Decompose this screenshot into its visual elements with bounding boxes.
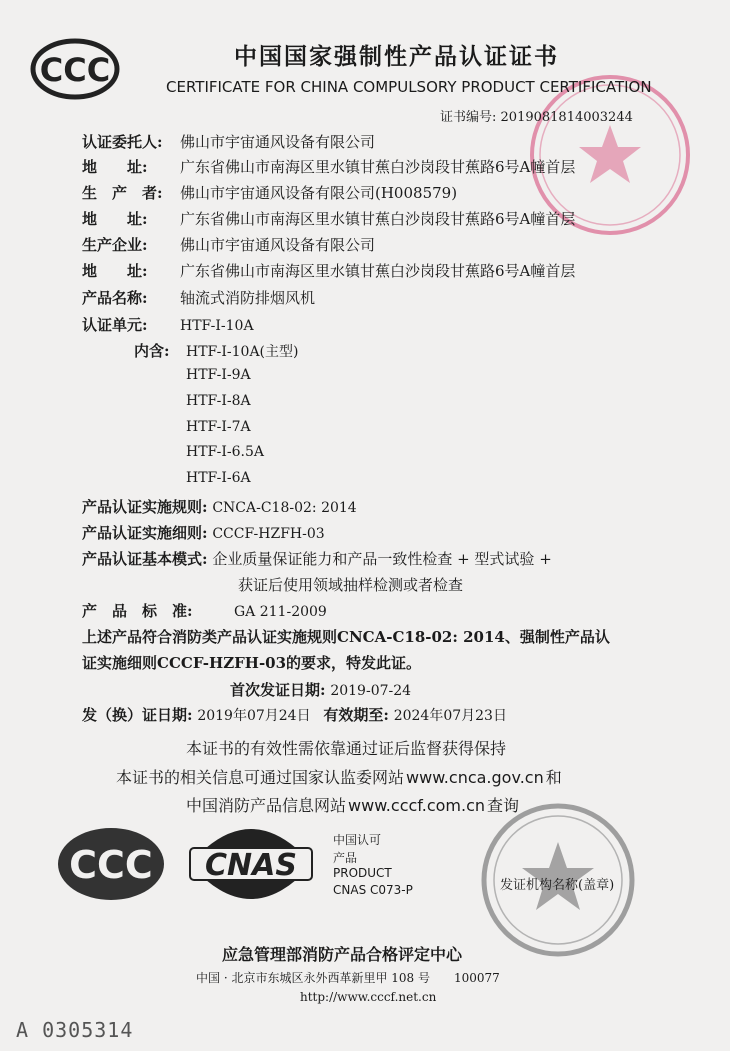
issue-date: 2019年07月24日 <box>197 708 311 724</box>
model-item: HTF-I-7A <box>186 419 251 435</box>
product-name-label: 产品名称: <box>82 289 148 307</box>
applicant-row <box>82 131 375 152</box>
query-note-line2 <box>186 793 519 816</box>
unit-value: HTF-I-10A <box>180 318 254 334</box>
valid-until-date: 2024年07月23日 <box>393 708 507 724</box>
mode-row <box>82 548 552 569</box>
first-issue-date: 2019-07-24 <box>330 683 412 699</box>
footer-website[interactable]: http://www.cccf.net.cn <box>300 990 437 1004</box>
cnas-logo <box>188 818 314 910</box>
applicant-value: 佛山市宇宙通风设备有限公司 <box>180 133 376 151</box>
address3-value: 广东省佛山市南海区里水镇甘蕉白沙岗段甘蕉路6号A幢首层 <box>180 262 576 280</box>
detail-rule-label: 产品认证实施细则: <box>82 524 208 542</box>
model-item: HTF-I-8A <box>186 393 251 409</box>
detail-rule-row <box>82 522 325 543</box>
address1-label: 地 址: <box>82 158 148 176</box>
certificate-title-en: CERTIFICATE FOR CHINA COMPULSORY PRODUCT CERTIFICATION <box>166 78 652 96</box>
validity-note: 本证书的有效性需依靠通过证后监督获得保持 <box>186 739 507 758</box>
factory-value: 佛山市宇宙通风设备有限公司 <box>180 236 376 254</box>
manufacturer-value: 佛山市宇宙通风设备有限公司(H008579) <box>180 184 458 202</box>
standard-value: GA 211-2009 <box>234 604 327 620</box>
factory-label: 生产企业: <box>82 236 148 254</box>
query-and: 和 <box>545 768 562 787</box>
query-prefix2: 中国消防产品信息网站 <box>186 796 347 815</box>
accreditation-line4: CNAS C073-P <box>333 883 413 897</box>
certificate-number-row <box>440 106 633 125</box>
certificate-number-label: 证书编号: <box>440 110 497 125</box>
seal-caption: 发证机构名称(盖章) <box>500 878 615 893</box>
model-item: HTF-I-6A <box>186 470 251 486</box>
manufacturer-row <box>82 182 457 203</box>
mode-value-line2: 获证后使用领域抽样检测或者检查 <box>238 576 464 594</box>
certificate-number: 2019081814003244 <box>500 110 633 125</box>
cccf-website-link[interactable]: www.cccf.com.cn <box>348 796 486 815</box>
query-suffix: 查询 <box>487 796 520 815</box>
product-name-row <box>82 287 315 308</box>
issue-date-label: 发（换）证日期: <box>82 706 193 724</box>
footer-address: 中国 · 北京市东城区永外西革新里甲 108 号 100077 <box>196 971 500 985</box>
model-item: HTF-I-6.5A <box>186 444 264 460</box>
manufacturer-label: 生 产 者: <box>82 184 163 202</box>
first-issue-row <box>230 679 411 700</box>
model-item: HTF-I-10A(主型) <box>186 344 299 360</box>
detail-rule-value: CCCF-HZFH-03 <box>212 526 325 542</box>
mode-value-line1: 企业质量保证能力和产品一致性检查 + 型式试验 + <box>212 550 552 568</box>
ccc-logo-top <box>30 38 120 100</box>
statement-line2: 证实施细则CCCF-HZFH-03的要求，特发此证。 <box>82 654 422 672</box>
certificate-title-cn: 中国国家强制性产品认证证书 <box>234 43 559 70</box>
mode-label: 产品认证基本模式: <box>82 550 208 568</box>
applicant-label: 认证委托人: <box>82 133 163 151</box>
address2-row <box>82 208 575 229</box>
product-name-value: 轴流式消防排烟风机 <box>180 289 316 307</box>
rule-row <box>82 496 357 517</box>
certificate-serial: A 0305314 <box>16 1018 134 1042</box>
address2-label: 地 址: <box>82 210 148 228</box>
rule-value: CNCA-C18-02: 2014 <box>212 500 357 516</box>
accreditation-line1: 中国认可 <box>333 833 382 847</box>
address1-row <box>82 156 575 177</box>
cnca-website-link[interactable]: www.cnca.gov.cn <box>406 768 544 787</box>
address2-value: 广东省佛山市南海区里水镇甘蕉白沙岗段甘蕉路6号A幢首层 <box>180 210 576 228</box>
factory-row <box>82 234 375 255</box>
statement-line1: 上述产品符合消防类产品认证实施规则CNCA-C18-02: 2014、强制性产品认 <box>82 628 610 646</box>
address3-label: 地 址: <box>82 262 148 280</box>
unit-row <box>82 314 254 335</box>
ccc-logo-bottom-text: CCC <box>69 843 153 887</box>
model-item: HTF-I-9A <box>186 367 251 383</box>
valid-until-label: 有效期至: <box>323 706 389 724</box>
ccc-logo-top-text: CCC <box>39 51 111 89</box>
ccc-logo-bottom <box>56 826 166 902</box>
rule-label: 产品认证实施规则: <box>82 498 208 516</box>
cnas-logo-text: CNAS <box>205 848 297 883</box>
first-issue-label: 首次发证日期: <box>230 681 326 699</box>
accreditation-line3: PRODUCT <box>333 866 392 880</box>
standard-row <box>82 600 327 621</box>
unit-label: 认证单元: <box>82 316 148 334</box>
issue-row <box>82 704 507 725</box>
query-prefix: 本证书的相关信息可通过国家认监委网站 <box>116 768 405 787</box>
address1-value: 广东省佛山市南海区里水镇甘蕉白沙岗段甘蕉路6号A幢首层 <box>180 158 576 176</box>
standard-label: 产 品 标 准: <box>82 602 193 620</box>
address3-row <box>82 260 575 281</box>
footer-org-name: 应急管理部消防产品合格评定中心 <box>222 945 463 964</box>
accreditation-line2: 产品 <box>333 851 358 865</box>
query-note-line1 <box>116 765 562 788</box>
contains-label: 内含: <box>134 342 170 360</box>
